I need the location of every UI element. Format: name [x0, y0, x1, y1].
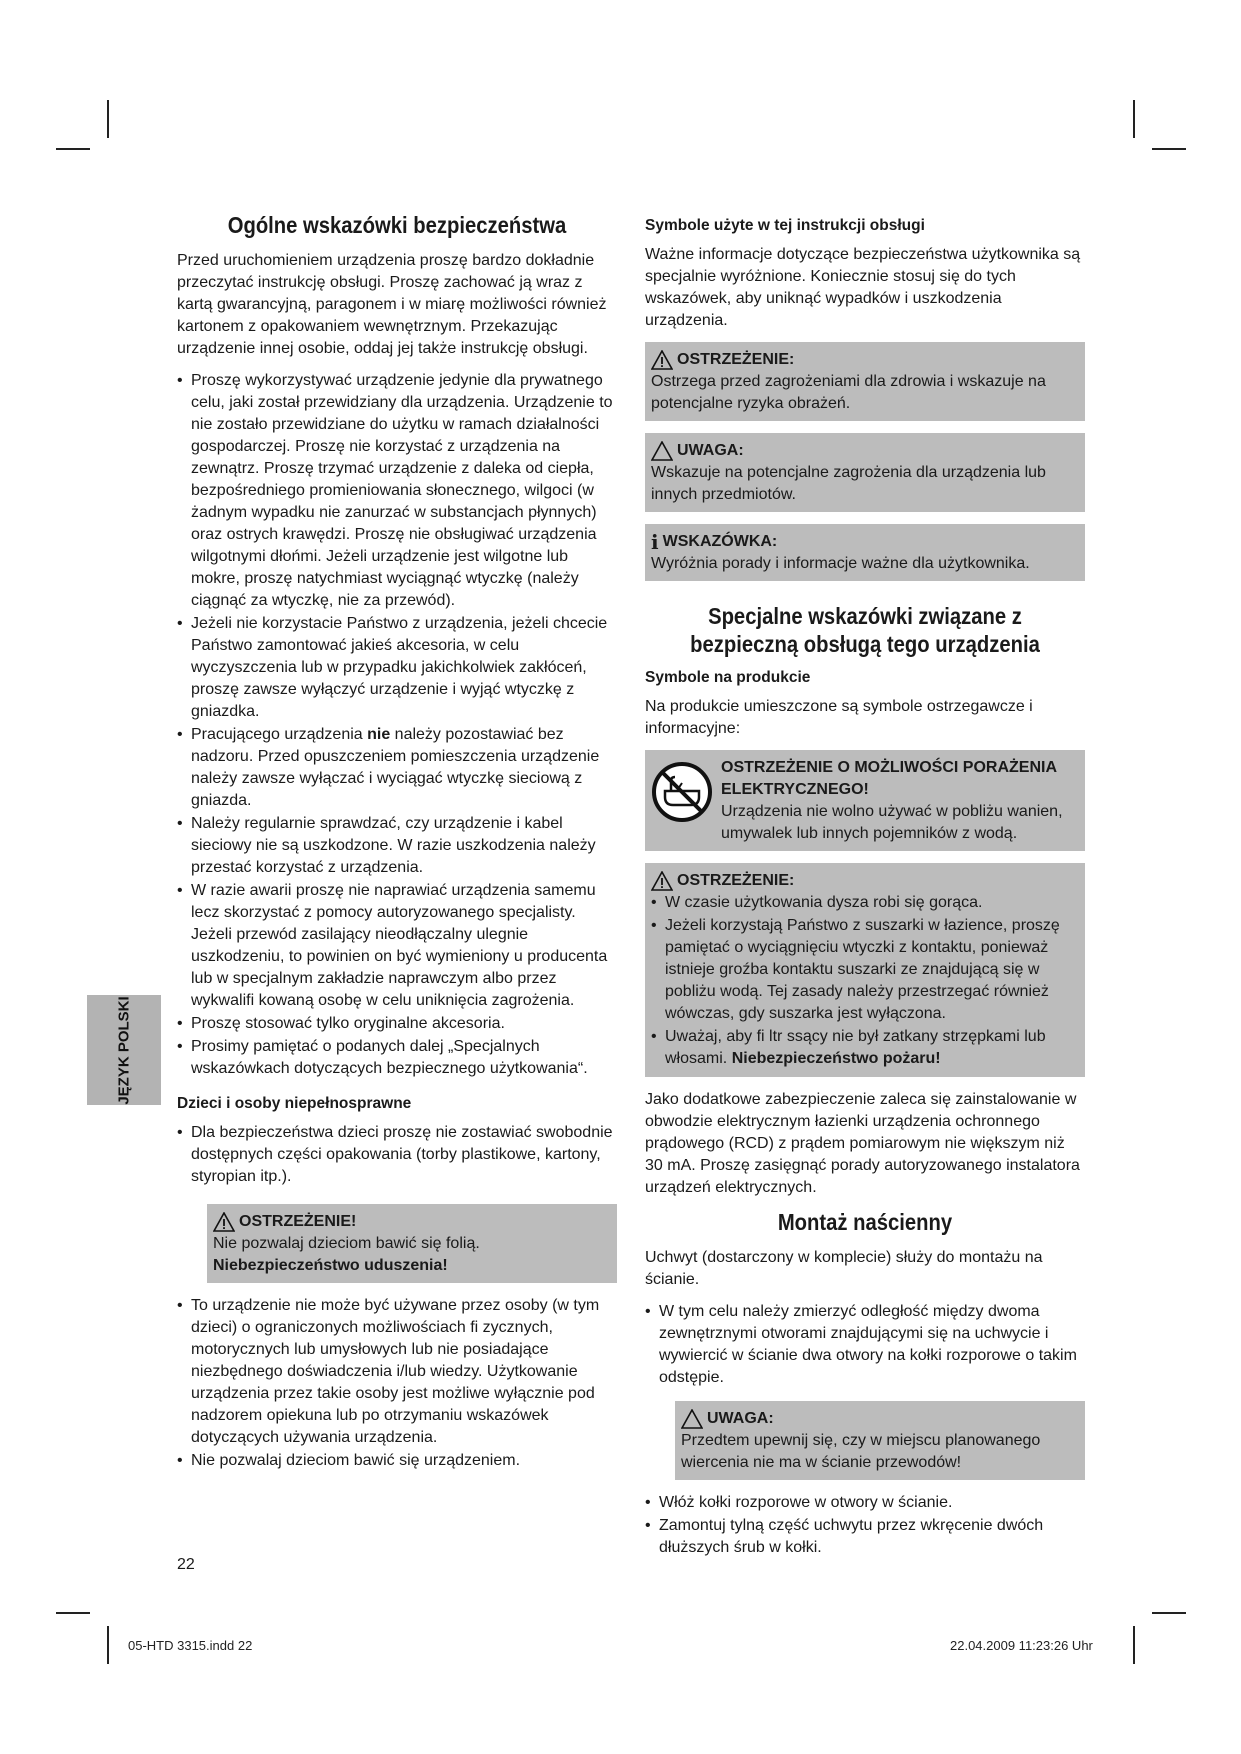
electric-warning-content — [721, 757, 1079, 845]
box-title — [651, 531, 1079, 553]
warning-box — [207, 1204, 617, 1283]
caution-symbol-box — [645, 433, 1085, 512]
list-item: • W razie awarii proszę nie naprawiać urządzenia samemu lecz skorzystać z pomocy autoryzowanego specjalisty. Jeżeli przewód zasilający nieodłączalny ulegnie uszkodzeniu, to powinien on być wymieniony u producenta lub w specjalnym zakładzie naprawczym albo przez wykwalifi kowaną osobę w celu uniknięcia zagrożenia. — [177, 880, 617, 1012]
list-item: • Zamontuj tylną część uchwytu przez wkręcenie dwóch dłuższych śrub w kołki. — [645, 1515, 1085, 1559]
right-column — [645, 216, 1085, 1569]
crop-mark — [56, 148, 90, 150]
wall-mount-intro: Uchwyt (dostarczony w komplecie) służy do montażu na ścianie. — [645, 1249, 1043, 1289]
symbols-intro: Ważne informacje dotyczące bezpieczeństwa użytkownika są specjalnie wyróżnione. Koniecznie stosuj się do tych wskazówek, aby uniknąć wypadków i uszkodzenia urządzenia. — [645, 246, 1081, 330]
box-text: Ostrzega przed zagrożeniami dla zdrowia i wskazuje na potencjalne ryzyka obrażeń. — [651, 373, 1046, 413]
text: należy pozostawiać bez nadzoru. Przed opuszczeniem pomieszczenia urządzenie należy zawsze wyłączać i wyciągać wtyczkę sieciową z gniazda. — [191, 725, 600, 809]
box-title-text: UWAGA: — [677, 442, 744, 460]
general-safety-title: Ogólne wskazówki bezpieczeństwa — [227, 212, 567, 238]
list-item: • Włóż kołki rozporowe w otwory w ścianie. — [645, 1492, 1085, 1514]
footer-file-info: 05-HTD 3315.indd 22 — [128, 1638, 253, 1653]
no-bathtub-icon — [651, 761, 713, 823]
symbols-heading: Symbole użyte w tej instrukcji obsługi — [645, 217, 925, 234]
box-title — [681, 1408, 1079, 1430]
text-bold: nie — [367, 725, 391, 743]
caution-triangle-icon — [681, 1409, 703, 1429]
list-item: • W czasie użytkowania dysza robi się gorąca. — [651, 892, 1079, 914]
intro-paragraph: Przed uruchomieniem urządzenia proszę bardzo dokładnie przeczytać instrukcję obsługi. Proszę zachować ją wraz z kartą gwarancyjną, paragonem i w miarę możliwości również kartonem z opakowaniem wewnętrznym. Przekazując urządzenie innej osobie, oddaj jej także instrukcję obsługi. — [177, 251, 607, 357]
warning-box-2 — [645, 863, 1085, 1077]
language-tab — [87, 995, 161, 1105]
crop-mark — [107, 100, 109, 138]
footer-timestamp: 22.04.2009 11:23:26 Uhr — [950, 1638, 1093, 1653]
electric-warning-box — [645, 750, 1085, 851]
box-title-text: OSTRZEŻENIE: — [677, 872, 795, 890]
list-item: • Dla bezpieczeństwa dzieci proszę nie zostawiać swobodnie dostępnych części opakowania (torby plastikowe, kartony, styropian itp.). — [177, 1122, 617, 1188]
box-title — [651, 349, 1079, 371]
list-item — [177, 724, 617, 812]
product-symbols-heading: Symbole na produkcie — [645, 669, 811, 687]
box-text: Przedtem upewnij się, czy w miejscu planowanego wiercenia nie ma w ścianie przewodów! — [681, 1432, 1041, 1472]
list-item: • Proszę wykorzystywać urządzenie jedynie dla prywatnego celu, jaki został przewidziany dla urządzenia. Urządzenie to nie zostało przewidziane do użytku w ramach działalności gospodarczej. Proszę nie korzystać z urządzenia na zewnątrz. Proszę trzymać urządzenie z daleka od ciepła, bezpośredniego promieniowania słonecznego, wilgoci (w żadnym wypadku nie zanurzać w substancjach płynnych) oraz ostrych krawędzi. Proszę nie obsługiwać urządzenia wilgotnymi dłońmi. Jeżeli urządzenie jest wilgotne lub mokre, proszę natychmiast wyciągnąć wtyczkę (należy ciągnąć za wtyczkę, nie za przewód). — [177, 370, 617, 612]
warning-bold-text: Niebezpieczeństwo uduszenia! — [213, 1256, 448, 1274]
warning-text: Nie pozwalaj dzieciom bawić się folią. — [213, 1234, 480, 1252]
mount-list-2 — [645, 1492, 1085, 1559]
crop-mark — [56, 1612, 90, 1614]
product-symbols-text: Na produkcie umieszczone są symbole ostrzegawcze i informacyjne: — [645, 698, 1033, 738]
list-item: • Należy regularnie sprawdzać, czy urządzenie i kabel sieciowy nie są uszkodzone. W razie uszkodzenia należy przestać korzystać z urządzenia. — [177, 813, 617, 879]
electric-warning-title: OSTRZEŻENIE O MOŻLIWOŚCI PORAŻENIA ELEKTRYCZNEGO! — [721, 759, 1057, 799]
box-title — [651, 440, 1079, 462]
caution-triangle-icon — [651, 441, 673, 461]
text-bold: Niebezpieczeństwo pożaru! — [731, 1050, 941, 1068]
crop-mark — [1133, 1626, 1135, 1664]
box-text: Wskazuje na potencjalne zagrożenia dla urządzenia lub innych przedmiotów. — [651, 464, 1046, 504]
warning-triangle-icon — [651, 350, 673, 370]
list-item: • Nie pozwalaj dzieciom bawić się urządzeniem. — [177, 1450, 617, 1472]
list-item: • Proszę stosować tylko oryginalne akcesoria. — [177, 1013, 617, 1035]
children-list-2 — [177, 1295, 617, 1472]
warning-box-title — [213, 1211, 611, 1233]
list-item — [651, 1026, 1079, 1070]
special-safety-title: Specjalne wskazówki związane z bezpieczną obsługą tego urządzenia — [690, 603, 1040, 657]
list-item: • To urządzenie nie może być używane przez osoby (w tym dzieci) o ograniczonych możliwościach fi zycznych, motorycznych lub umysłowych lub nie posiadające niezbędnego doświadczenia i/lub wiedzy. Użytkowanie urządzenia przez takie osoby jest możliwe wyłącznie pod nadzorem opiekuna lub po otrzymaniu wskazówek dotyczących używania urządzenia. — [177, 1295, 617, 1449]
list-item: • W tym celu należy zmierzyć odległość między dwoma zewnętrznymi otworami znajdującymi się na uchwycie i wywiercić w ścianie dwa otwory na kołki rozporowe o takim odstępie. — [645, 1301, 1085, 1389]
safety-list — [177, 370, 617, 1080]
warning-list — [651, 892, 1079, 1070]
warning-symbol-box — [645, 342, 1085, 421]
list-item: • Jeżeli nie korzystacie Państwo z urządzenia, jeżeli chcecie Państwo zamontować jakieś akcesoria, w celu wyczyszczenia lub w przypadku jakichkolwiek zakłóceń, proszę zawsze wyłączyć urządzenie i wyjąć wtyczkę z gniazdka. — [177, 613, 617, 723]
mount-list — [645, 1301, 1085, 1389]
wall-mount-title: Montaż naścienny — [777, 1209, 953, 1236]
children-heading: Dzieci i osoby niepełnosprawne — [177, 1094, 412, 1112]
warning-triangle-icon — [651, 871, 673, 891]
warning-triangle-icon — [213, 1212, 235, 1232]
text: Pracującego urządzenia — [191, 725, 368, 743]
info-icon: i — [651, 530, 659, 555]
crop-mark — [107, 1626, 109, 1664]
box-title — [651, 870, 1079, 892]
list-item: • Prosimy pamiętać o podanych dalej „Specjalnych wskazówkach dotyczących bezpiecznego użytkowania“. — [177, 1036, 617, 1080]
left-column — [177, 212, 617, 1482]
electric-warning-text: Urządzenia nie wolno używać w pobliżu wanien, umywalek lub innych pojemników z wodą. — [721, 803, 1063, 843]
crop-mark — [1133, 100, 1135, 138]
children-list — [177, 1122, 617, 1188]
box-title-text: WSKAZÓWKA: — [662, 533, 778, 551]
warning-title-text: OSTRZEŻENIE! — [239, 1212, 357, 1230]
box-text: Wyróżnia porady i informacje ważne dla użytkownika. — [651, 555, 1030, 573]
box-title-text: UWAGA: — [707, 1410, 774, 1428]
crop-mark — [1152, 1612, 1186, 1614]
rcd-paragraph: Jako dodatkowe zabezpieczenie zaleca się zainstalowanie w obwodzie elektrycznym łazienki urządzenia ochronnego prądowego (RCD) z prądem pomiarowym nie większym niż 30 mA. Proszę zasięgnąć porady autoryzowanego instalatora urządzeń elektrycznych. — [645, 1091, 1080, 1197]
mount-caution-box — [675, 1401, 1085, 1480]
language-tab-label: JĘZYK POLSKI — [115, 995, 133, 1105]
text: Uważaj, aby fi ltr ssący nie był zatkany strzępkami lub włosami. — [665, 1028, 1046, 1068]
page-number: 22 — [177, 1556, 195, 1573]
list-item: • Jeżeli korzystają Państwo z suszarki w łazience, proszę pamiętać o wyciągnięciu wtyczki z kontaktu, ponieważ istnieje groźba kontaktu suszarki ze znajdującą się w pobliżu wodą. Tej zasady należy przestrzegać również wówczas, gdy suszarka jest wyłączona. — [651, 915, 1079, 1025]
hint-symbol-box — [645, 524, 1085, 581]
crop-mark — [1152, 148, 1186, 150]
box-title-text: OSTRZEŻENIE: — [677, 351, 795, 369]
